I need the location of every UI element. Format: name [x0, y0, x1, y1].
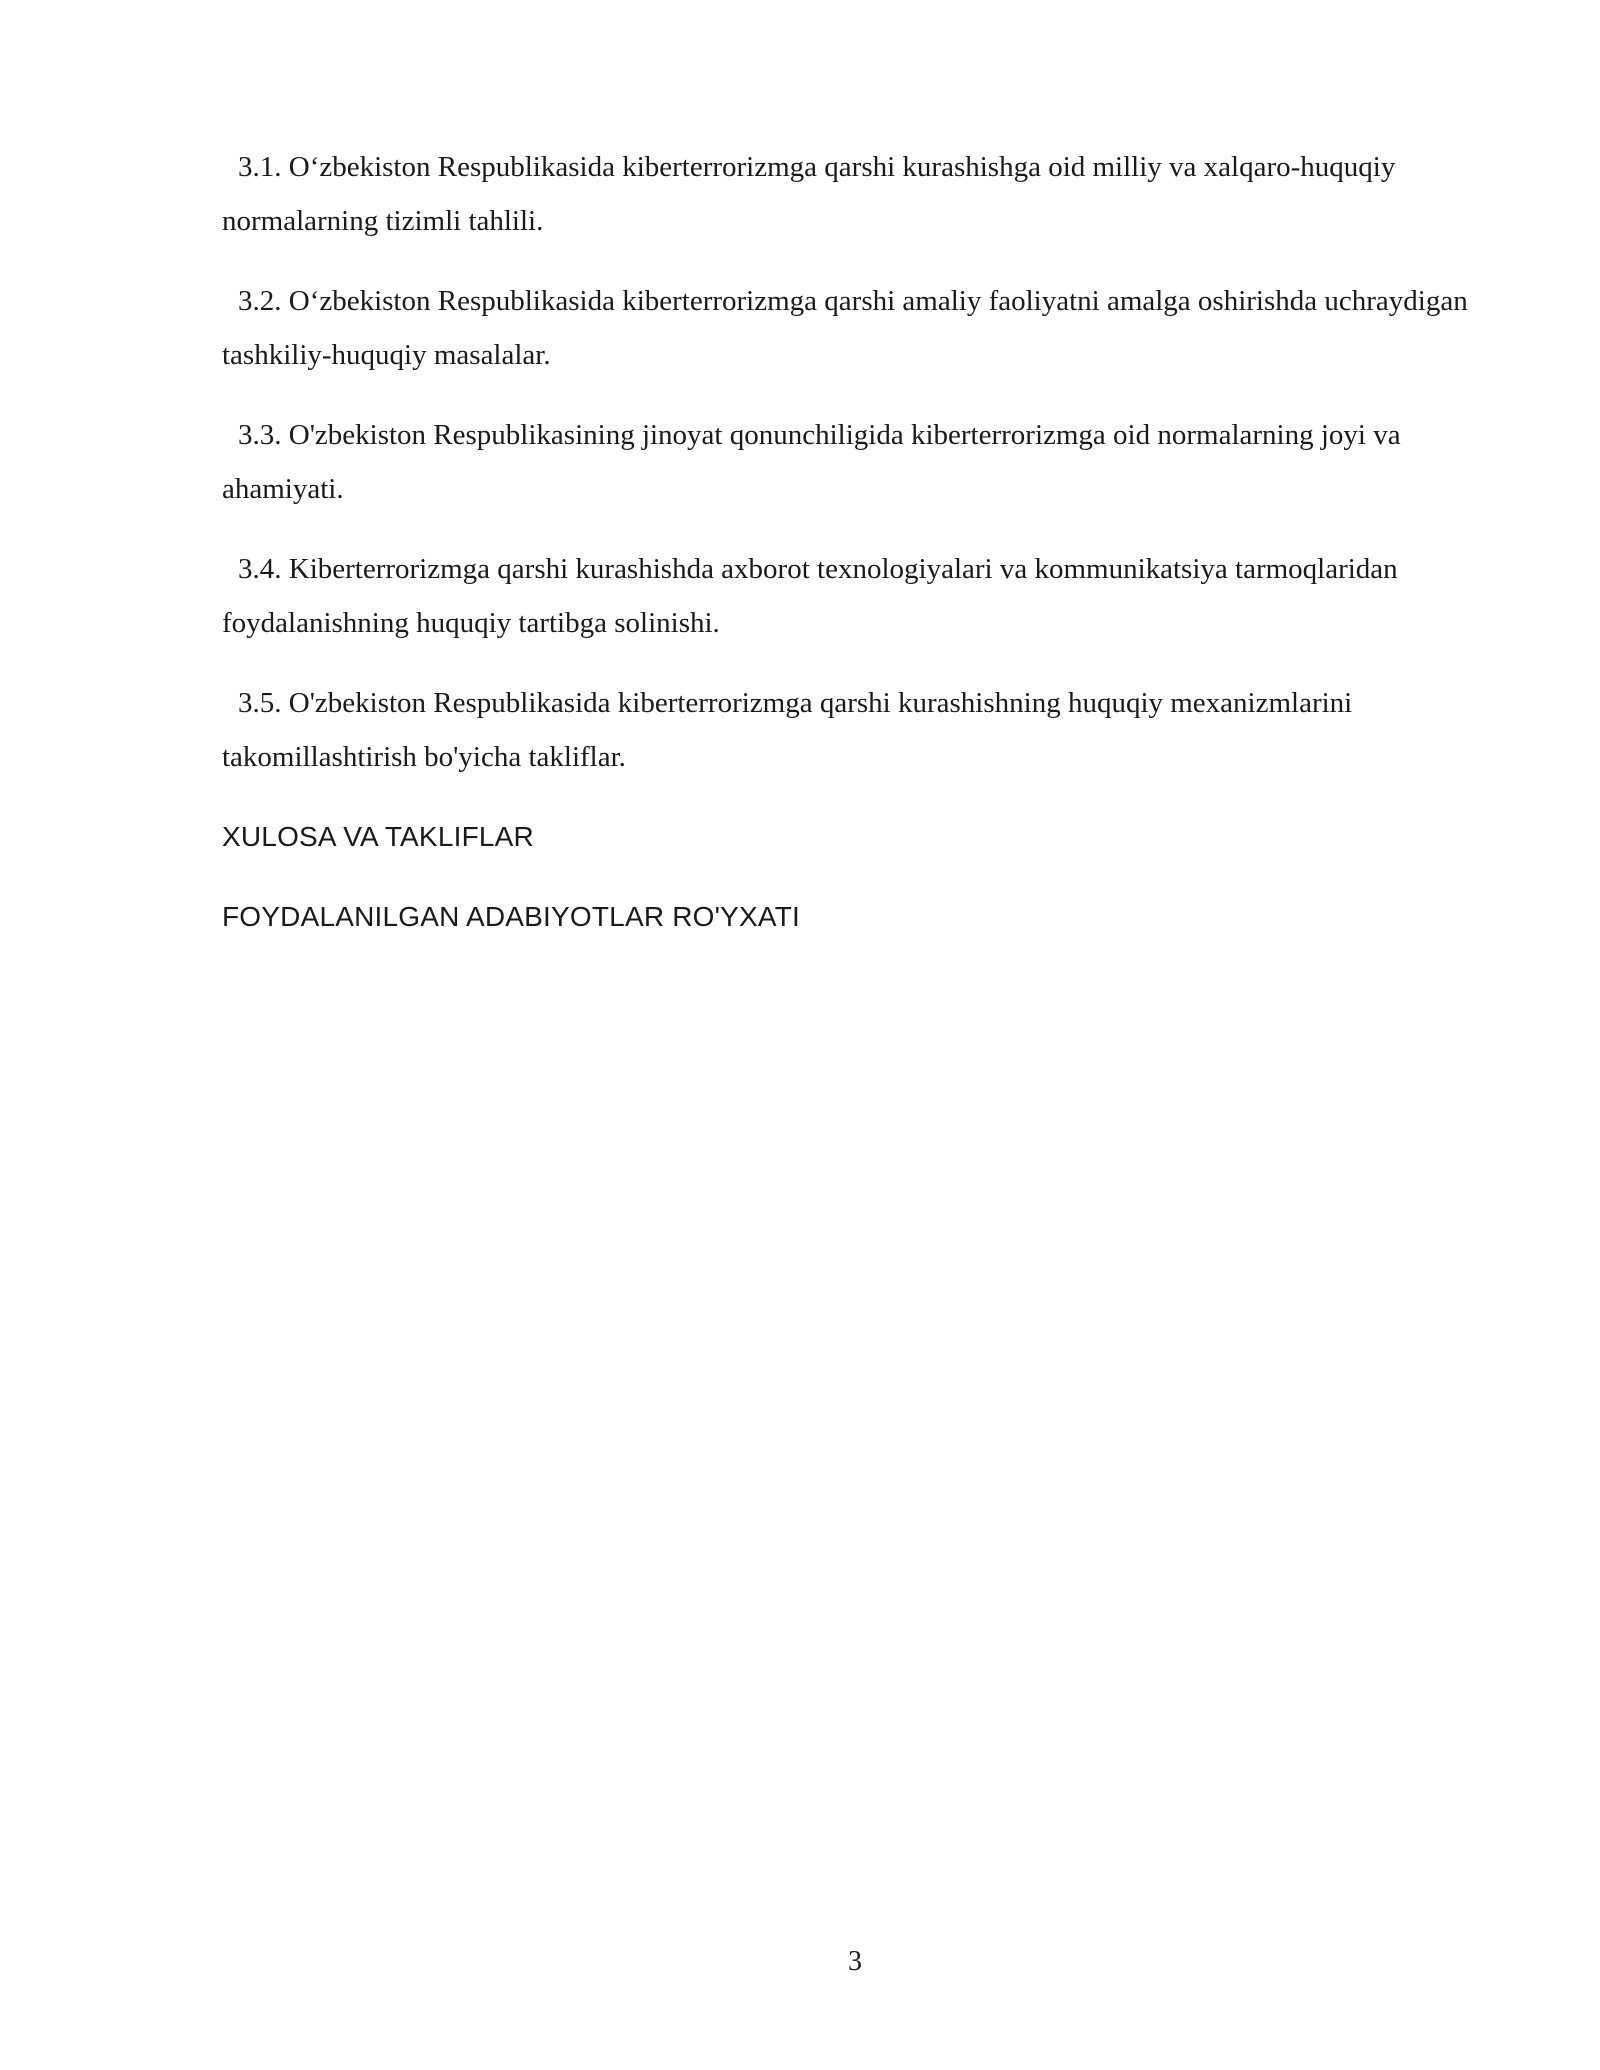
- references-heading: FOYDALANILGAN ADABIYOTLAR RO'YXATI: [222, 901, 800, 932]
- toc-entry-3-2: 3.2. O‘zbekiston Respublikasida kiberterrorizmga qarshi amaliy faoliyatni amalga oshirishda uchraydigan tashkiliy-huquqiy masalalar.: [222, 285, 1468, 371]
- toc-entry-3-3: 3.3. O'zbekiston Respublikasining jinoyat qonunchiligida kiberterrorizmga oid normalarning joyi va ahamiyati.: [222, 419, 1401, 505]
- conclusion-heading: XULOSA VA TAKLIFLAR: [222, 821, 534, 852]
- toc-entry-3-4: 3.4. Kiberterrorizmga qarshi kurashishda axborot texnologiyalari va kommunikatsiya tarmoqlaridan foydalanishning huquqiy tartibga solinishi.: [222, 553, 1398, 639]
- toc-entry-3-1: 3.1. O‘zbekiston Respublikasida kiberterrorizmga qarshi kurashishga oid milliy va xalqaro-huquqiy normalarning tizimli tahlili.: [222, 151, 1396, 237]
- table-of-contents: [222, 140, 1470, 970]
- toc-entry-3-5: 3.5. O'zbekiston Respublikasida kiberterrorizmga qarshi kurashishning huquqiy mexanizmlarini takomillashtirish bo'yicha takliflar.: [222, 687, 1353, 773]
- page-number: 3: [848, 1946, 862, 1977]
